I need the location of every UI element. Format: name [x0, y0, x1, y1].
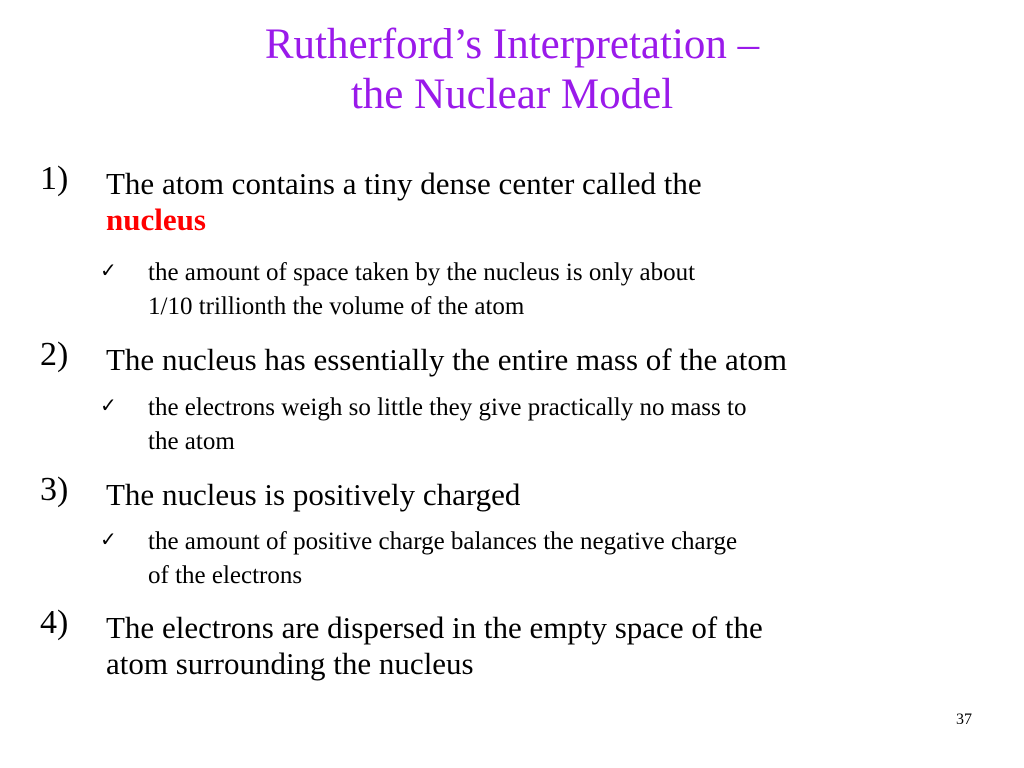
checkmark-icon: ✓ — [100, 393, 117, 417]
point-text-line: The electrons are dispersed in the empty space of the — [106, 610, 763, 645]
point-text-line: The nucleus is positively charged — [106, 477, 521, 512]
sub-point-line: 1/10 trillionth the volume of the atom — [148, 293, 525, 320]
sub-point-text — [148, 525, 988, 593]
page-number: 37 — [956, 711, 972, 728]
slide-title-line-1: Rutherford’s Interpretation – — [264, 21, 760, 68]
point-text-line: The nucleus has essentially the entire mass of the atom — [106, 342, 787, 377]
sub-point-line: of the electrons — [148, 562, 303, 589]
slide-title — [0, 20, 1024, 120]
point-text — [106, 166, 996, 238]
sub-point-line: the atom — [148, 428, 235, 455]
sub-point-line: the amount of space taken by the nucleus is only about — [148, 259, 696, 286]
point-number: 2) — [40, 336, 69, 373]
slide-title-line-2: the Nuclear Model — [350, 71, 674, 118]
point-text — [106, 477, 996, 513]
point-number: 4) — [40, 604, 69, 641]
point-text — [106, 610, 996, 682]
nucleus-emphasis: nucleus — [106, 202, 206, 237]
point-text — [106, 342, 996, 378]
sub-point-line: the electrons weigh so little they give practically no mass to — [148, 394, 747, 421]
sub-point-text — [148, 391, 988, 459]
sub-point-line: the amount of positive charge balances the negative charge — [148, 528, 738, 555]
point-number: 3) — [40, 471, 69, 508]
checkmark-icon: ✓ — [100, 527, 117, 551]
point-text-line: atom surrounding the nucleus — [106, 646, 474, 681]
point-number: 1) — [40, 160, 69, 197]
point-text-line: The atom contains a tiny dense center called the — [106, 166, 702, 201]
checkmark-icon: ✓ — [100, 258, 117, 282]
sub-point-text — [148, 256, 988, 324]
